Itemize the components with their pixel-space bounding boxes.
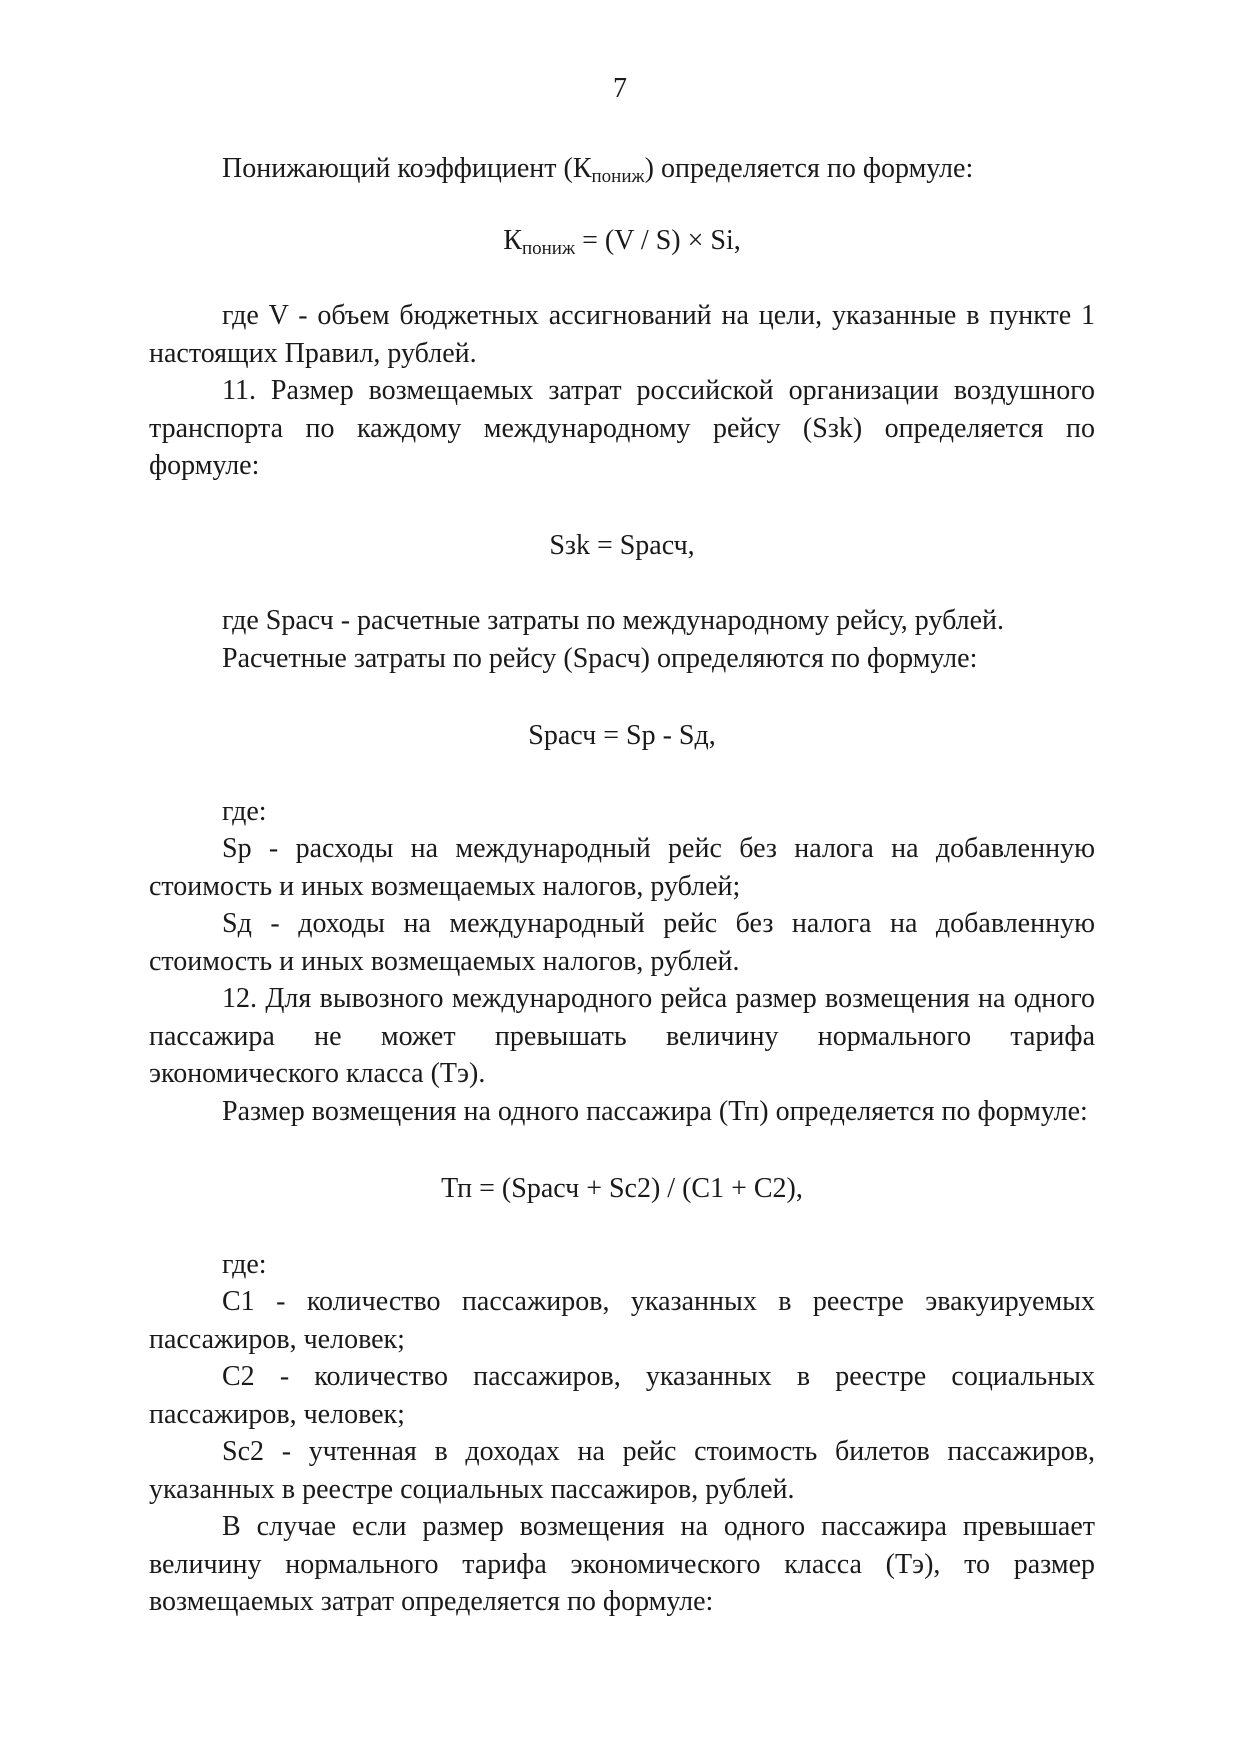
formula-srasch: Sрасч = Sр - Sд, bbox=[528, 720, 716, 751]
page-number: 7 bbox=[613, 73, 627, 104]
paragraph-reduction-coefficient bbox=[149, 150, 1095, 188]
paragraph-where: где: bbox=[222, 795, 267, 827]
subscript: пониж bbox=[591, 166, 645, 187]
paragraph-srasch-definition: где Sрасч - расчетные затраты по международному рейсу, рублей. bbox=[222, 605, 1005, 636]
subscript: пониж bbox=[521, 237, 576, 259]
paragraph-where-2: где: bbox=[222, 1248, 267, 1280]
paragraph-sr-definition: Sр - расходы на международный рейс без налога на добавленную стоимость и иных возмещаемых налогов, рублей; bbox=[149, 833, 1095, 902]
paragraph-c1-definition: С1 - количество пассажиров, указанных в реестре эвакуируемых пассажиров, человек; bbox=[149, 1286, 1095, 1355]
paragraph-tp-intro: Размер возмещения на одного пассажира (Тп) определяется по формуле: bbox=[222, 1095, 1088, 1127]
paragraph-text: Понижающий коэффициент (К bbox=[222, 153, 592, 184]
paragraph-exceeds-case: В случае если размер возмещения на одного пассажира превышает величину нормального тарифа экономического класса (Тэ), то размер возмещаемых затрат определяется по формуле: bbox=[149, 1511, 1095, 1617]
paragraph-c2-definition: С2 - количество пассажиров, указанных в реестре социальных пассажиров, человек; bbox=[149, 1361, 1095, 1430]
paragraph-section-11: 11. Размер возмещаемых затрат российской организации воздушного транспорта по каждому международному рейсу (Sзk) определяется по формуле: bbox=[149, 375, 1095, 481]
paragraph-sc2-definition: Sс2 - учтенная в доходах на рейс стоимость билетов пассажиров, указанных в реестре социальных пассажиров, рублей. bbox=[149, 1436, 1095, 1505]
document-body bbox=[149, 150, 1095, 1621]
formula-text: К bbox=[503, 224, 522, 256]
formula-tp: Тп = (Sрасч + Sс2) / (С1 + С2), bbox=[441, 1173, 803, 1204]
paragraph-v-definition: где V - объем бюджетных ассигнований на цели, указанные в пункте 1 настоящих Правил, рублей. bbox=[149, 300, 1095, 369]
paragraph-text: ) определяется по формуле: bbox=[644, 153, 974, 184]
formula-text: = (V / S) × Si, bbox=[575, 224, 741, 256]
paragraph-section-12: 12. Для вывозного международного рейса размер возмещения на одного пассажира не может превышать величину нормального тарифа экономического класса (Тэ). bbox=[149, 983, 1095, 1089]
paragraph-sd-definition: Sд - доходы на международный рейс без налога на добавленную стоимость и иных возмещаемых налогов, рублей. bbox=[149, 908, 1095, 977]
formula-s3k: Sзk = Sрасч, bbox=[549, 529, 695, 561]
paragraph-srasch-intro: Расчетные затраты по рейсу (Sрасч) определяются по формуле: bbox=[222, 642, 978, 674]
formula-reduction-coefficient bbox=[149, 222, 1095, 260]
